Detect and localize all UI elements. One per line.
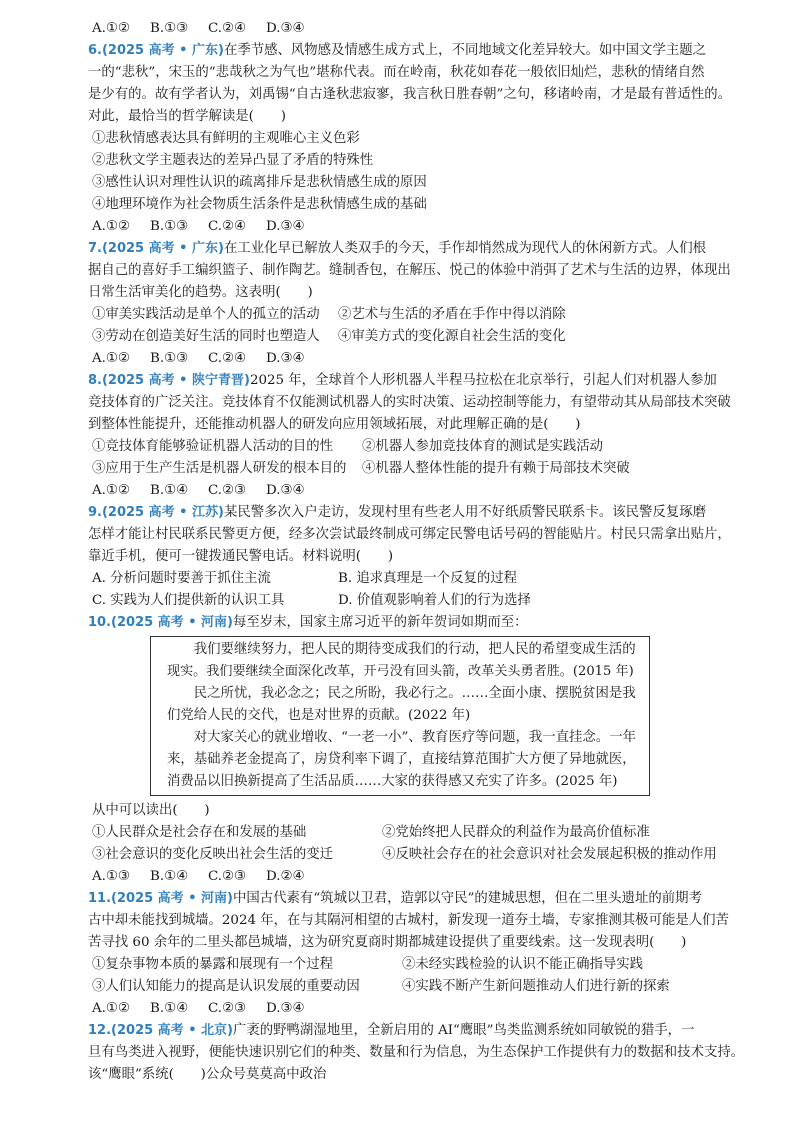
q11-items-row — [92, 976, 744, 998]
q12-source: (2025 高考 • 北京) — [111, 1023, 233, 1038]
q11-stem-line: 苦寻找 60 余年的二里头都邑城墙，这为研究夏商时期都城建设提供了重要线索。这一发现表明( ) — [88, 935, 687, 950]
option: D.③④ — [266, 483, 305, 498]
q11-item: ③人们认知能力的提高是认识发展的重要动因 — [92, 979, 360, 994]
q8-items-row — [92, 436, 744, 458]
quote-box — [150, 636, 650, 796]
q11-item: ①复杂事物本质的暴露和展现有一个过程 — [92, 957, 334, 972]
option: D.③④ — [266, 219, 305, 234]
quote-line: 们党给人民的交代，也是对世界的贡献。(2022 年) — [167, 708, 471, 723]
q11-stem-line: 古中却未能找到城墙。2024 年，在与其隔河相望的古城村，新发现一道夯土墙，专家推测其极可能是人们苦 — [88, 913, 729, 928]
q6-item: ②悲秋文学主题表达的差异凸显了矛盾的特殊性 — [92, 153, 374, 168]
quote-line: 现实。我们要继续全面深化改革，开弓没有回头箭，改革关头勇者胜。(2015 年) — [167, 664, 634, 679]
q6-options — [92, 216, 744, 238]
q11-number: 11. — [88, 891, 112, 906]
q11-item: ④实践不断产生新问题推动人们进行新的探索 — [402, 979, 670, 994]
option: A.①② — [92, 219, 130, 234]
q9-item: B. 追求真理是一个反复的过程 — [338, 571, 518, 586]
option: B.①④ — [150, 483, 189, 498]
option: D.③④ — [266, 1001, 305, 1016]
option: C.②③ — [208, 1001, 247, 1016]
q7-stem-line: 据自己的喜好手工编织篮子、制作陶艺。缝制香包，在解压、悦己的体验中消弭了艺术与生活的边界，体现出 — [88, 263, 731, 278]
q6-source: (2025 高考 • 广东) — [101, 43, 224, 58]
option: C.②④ — [208, 351, 247, 366]
option: A.①② — [92, 351, 130, 366]
q11-items-row — [92, 954, 744, 976]
option: D.③④ — [266, 21, 305, 36]
q12-stem-line: 12.(2025 高考 • 北京)广袤的野鸭湖湿地里，全新启用的 AI“鹰眼”鸟类监测系统如同敏锐的猎手，一 — [88, 1023, 695, 1038]
q10-item: ③社会意识的变化反映出社会生活的变迁 — [92, 847, 334, 862]
q10-item: ④反映社会存在的社会意识对社会发展起积极的推动作用 — [382, 847, 717, 862]
q10-number: 10. — [88, 615, 112, 630]
q11-source: (2025 高考 • 河南) — [111, 891, 233, 906]
q6-stem-line: 6.(2025 高考 • 广东)在季节感、风物感及情感生成方式上，不同地域文化差异较大。如中国文学主题之 — [88, 43, 706, 58]
option: D.②④ — [266, 869, 305, 884]
q8-items-row — [92, 458, 744, 480]
q8-options — [92, 480, 744, 502]
quote-line: 我们要继续努力，把人民的期待变成我们的行动，把人民的希望变成生活的 — [167, 642, 636, 657]
q8-number: 8. — [88, 373, 102, 388]
q10-items-row — [92, 844, 744, 866]
option: C.②④ — [208, 219, 247, 234]
option: C.②④ — [208, 21, 247, 36]
option: B.①③ — [150, 219, 189, 234]
q7-stem-line: 7.(2025 高考 • 广东)在工业化早已解放人类双手的今天，手作却悄然成为现代人的休闲新方式。人们根 — [88, 241, 706, 256]
q10-item: ①人民群众是社会存在和发展的基础 — [92, 825, 307, 840]
q6-number: 6. — [88, 43, 102, 58]
q8-source: (2025 高考 • 陕宁青晋) — [101, 373, 250, 388]
q10-stem-line: 10.(2025 高考 • 河南)每至岁末，国家主席习近平的新年贺词如期而至： — [88, 615, 528, 630]
option: C.②③ — [208, 483, 247, 498]
q7-source: (2025 高考 • 广东) — [101, 241, 224, 256]
q7-items-row — [92, 326, 744, 348]
q6-stem-line: 一的“悲秋”，宋玉的“悲哉秋之为气也”堪称代表。而在岭南，秋花如春花一般依旧灿烂，悲秋的情绪自然 — [88, 65, 705, 80]
q9-number: 9. — [88, 505, 102, 520]
q7-item: ②艺术与生活的矛盾在手作中得以消除 — [338, 307, 566, 322]
q9-items-row — [92, 568, 744, 590]
q9-stem-line: 9.(2025 高考 • 江苏)某民警多次入户走访，发现村里有些老人用不好纸质警民联系卡。该民警反复琢磨 — [88, 505, 706, 520]
option: B.①③ — [150, 351, 189, 366]
q8-stem-line: 8.(2025 高考 • 陕宁青晋)2025 年，全球首个人形机器人半程马拉松在北京举行，引起人们对机器人参加 — [88, 373, 717, 388]
option: A.①② — [92, 1001, 130, 1016]
q10-source: (2025 高考 • 河南) — [111, 615, 233, 630]
option: D.③④ — [266, 351, 305, 366]
quote-line: 对大家关心的就业增收、“一老一小”、教育医疗等问题，我一直挂念。一年 — [167, 730, 636, 745]
q9-stem-line: 靠近手机，便可一键拨通民警电话。材料说明( ) — [88, 549, 394, 564]
quote-line: 来，基础养老金提高了，房贷利率下调了，直接结算范围扩大方便了异地就医， — [167, 752, 636, 767]
q11-stem-line: 11.(2025 高考 • 河南)中国古代素有“筑城以卫君，造郭以守民”的建城思想，但在二里头遗址的前期考 — [88, 891, 702, 906]
q9-item: A. 分析问题时要善于抓住主流 — [92, 571, 271, 586]
q9-item: D. 价值观影响着人们的行为选择 — [338, 593, 531, 608]
q7-item: ①审美实践活动是单个人的孤立的活动 — [92, 307, 320, 322]
q7-stem-line: 日常生活审美化的趋势。这表明( ) — [88, 285, 313, 300]
quote-line: 民之所忧，我必念之；民之所盼，我必行之。……全面小康、摆脱贫困是我 — [167, 686, 636, 701]
q11-options — [92, 998, 744, 1020]
q6-stem-line: 对此，最恰当的哲学解读是( ) — [88, 109, 286, 124]
q7-item: ③劳动在创造美好生活的同时也塑造人 — [92, 329, 320, 344]
q9-stem-line: 怎样才能让村民联系民警更方便，经多次尝试最终制成可绑定民警电话号码的智能贴片。村民只需拿出贴片， — [88, 527, 731, 542]
q8-item: ①竞技体育能够验证机器人活动的目的性 — [92, 439, 334, 454]
q12-stem-line: 该“鹰眼”系统( )公众号莫莫高中政治 — [88, 1067, 327, 1082]
q7-items-row — [92, 304, 744, 326]
option: C.②③ — [208, 869, 247, 884]
q7-number: 7. — [88, 241, 102, 256]
option: A.①② — [92, 21, 130, 36]
q12-number: 12. — [88, 1023, 112, 1038]
q8-stem-line: 竞技体育的广泛关注。竞技体育不仅能测试机器人的实时决策、运动控制等能力，有望带动其从局部技术突破 — [88, 395, 731, 410]
q11-item: ②未经实践检验的认识不能正确指导实践 — [402, 957, 644, 972]
q8-item: ④机器人整体性能的提升有赖于局部技术突破 — [362, 461, 630, 476]
q10-question: 从中可以读出( ) — [92, 803, 210, 818]
option: A.①② — [92, 483, 130, 498]
option: B.①④ — [150, 1001, 189, 1016]
q12-stem-line: 旦有鸟类进入视野，便能快速识别它们的种类、数量和行为信息，为生态保护工作提供有力的数据和技术支持。 — [88, 1045, 745, 1060]
option: B.①④ — [150, 869, 189, 884]
q10-item: ②党始终把人民群众的利益作为最高价值标准 — [382, 825, 650, 840]
q8-stem-line: 到整体性能提升，还能推动机器人的研发向应用领域拓展，对此理解正确的是( ) — [88, 417, 581, 432]
q6-item: ①悲秋情感表达具有鲜明的主观唯心主义色彩 — [92, 131, 360, 146]
q8-item: ③应用于生产生活是机器人研发的根本目的 — [92, 461, 347, 476]
quote-line: 消费品以旧换新提高了生活品质……大家的获得感又充实了许多。(2025 年) — [167, 774, 618, 789]
q8-item: ②机器人参加竞技体育的测试是实践活动 — [362, 439, 604, 454]
q6-stem-line: 是少有的。故有学者认为，刘禹锡“自古逢秋悲寂寥，我言秋日胜春朝”之句，移诸岭南，才是最有普适性的。 — [88, 87, 732, 102]
q9-item: C. 实践为人们提供新的认识工具 — [92, 593, 285, 608]
q6-item: ③感性认识对理性认识的疏离排斥是悲秋情感生成的原因 — [92, 175, 427, 190]
q7-item: ④审美方式的变化源自社会生活的变化 — [338, 329, 566, 344]
q7-options — [92, 348, 744, 370]
q5-options — [92, 18, 744, 40]
option: B.①③ — [150, 21, 189, 36]
q10-options — [92, 866, 744, 888]
q10-items-row — [92, 822, 744, 844]
q6-item: ④地理环境作为社会物质生活条件是悲秋情感生成的基础 — [92, 197, 427, 212]
q9-items-row — [92, 590, 744, 612]
q9-source: (2025 高考 • 江苏) — [101, 505, 224, 520]
option: A.①③ — [92, 869, 130, 884]
